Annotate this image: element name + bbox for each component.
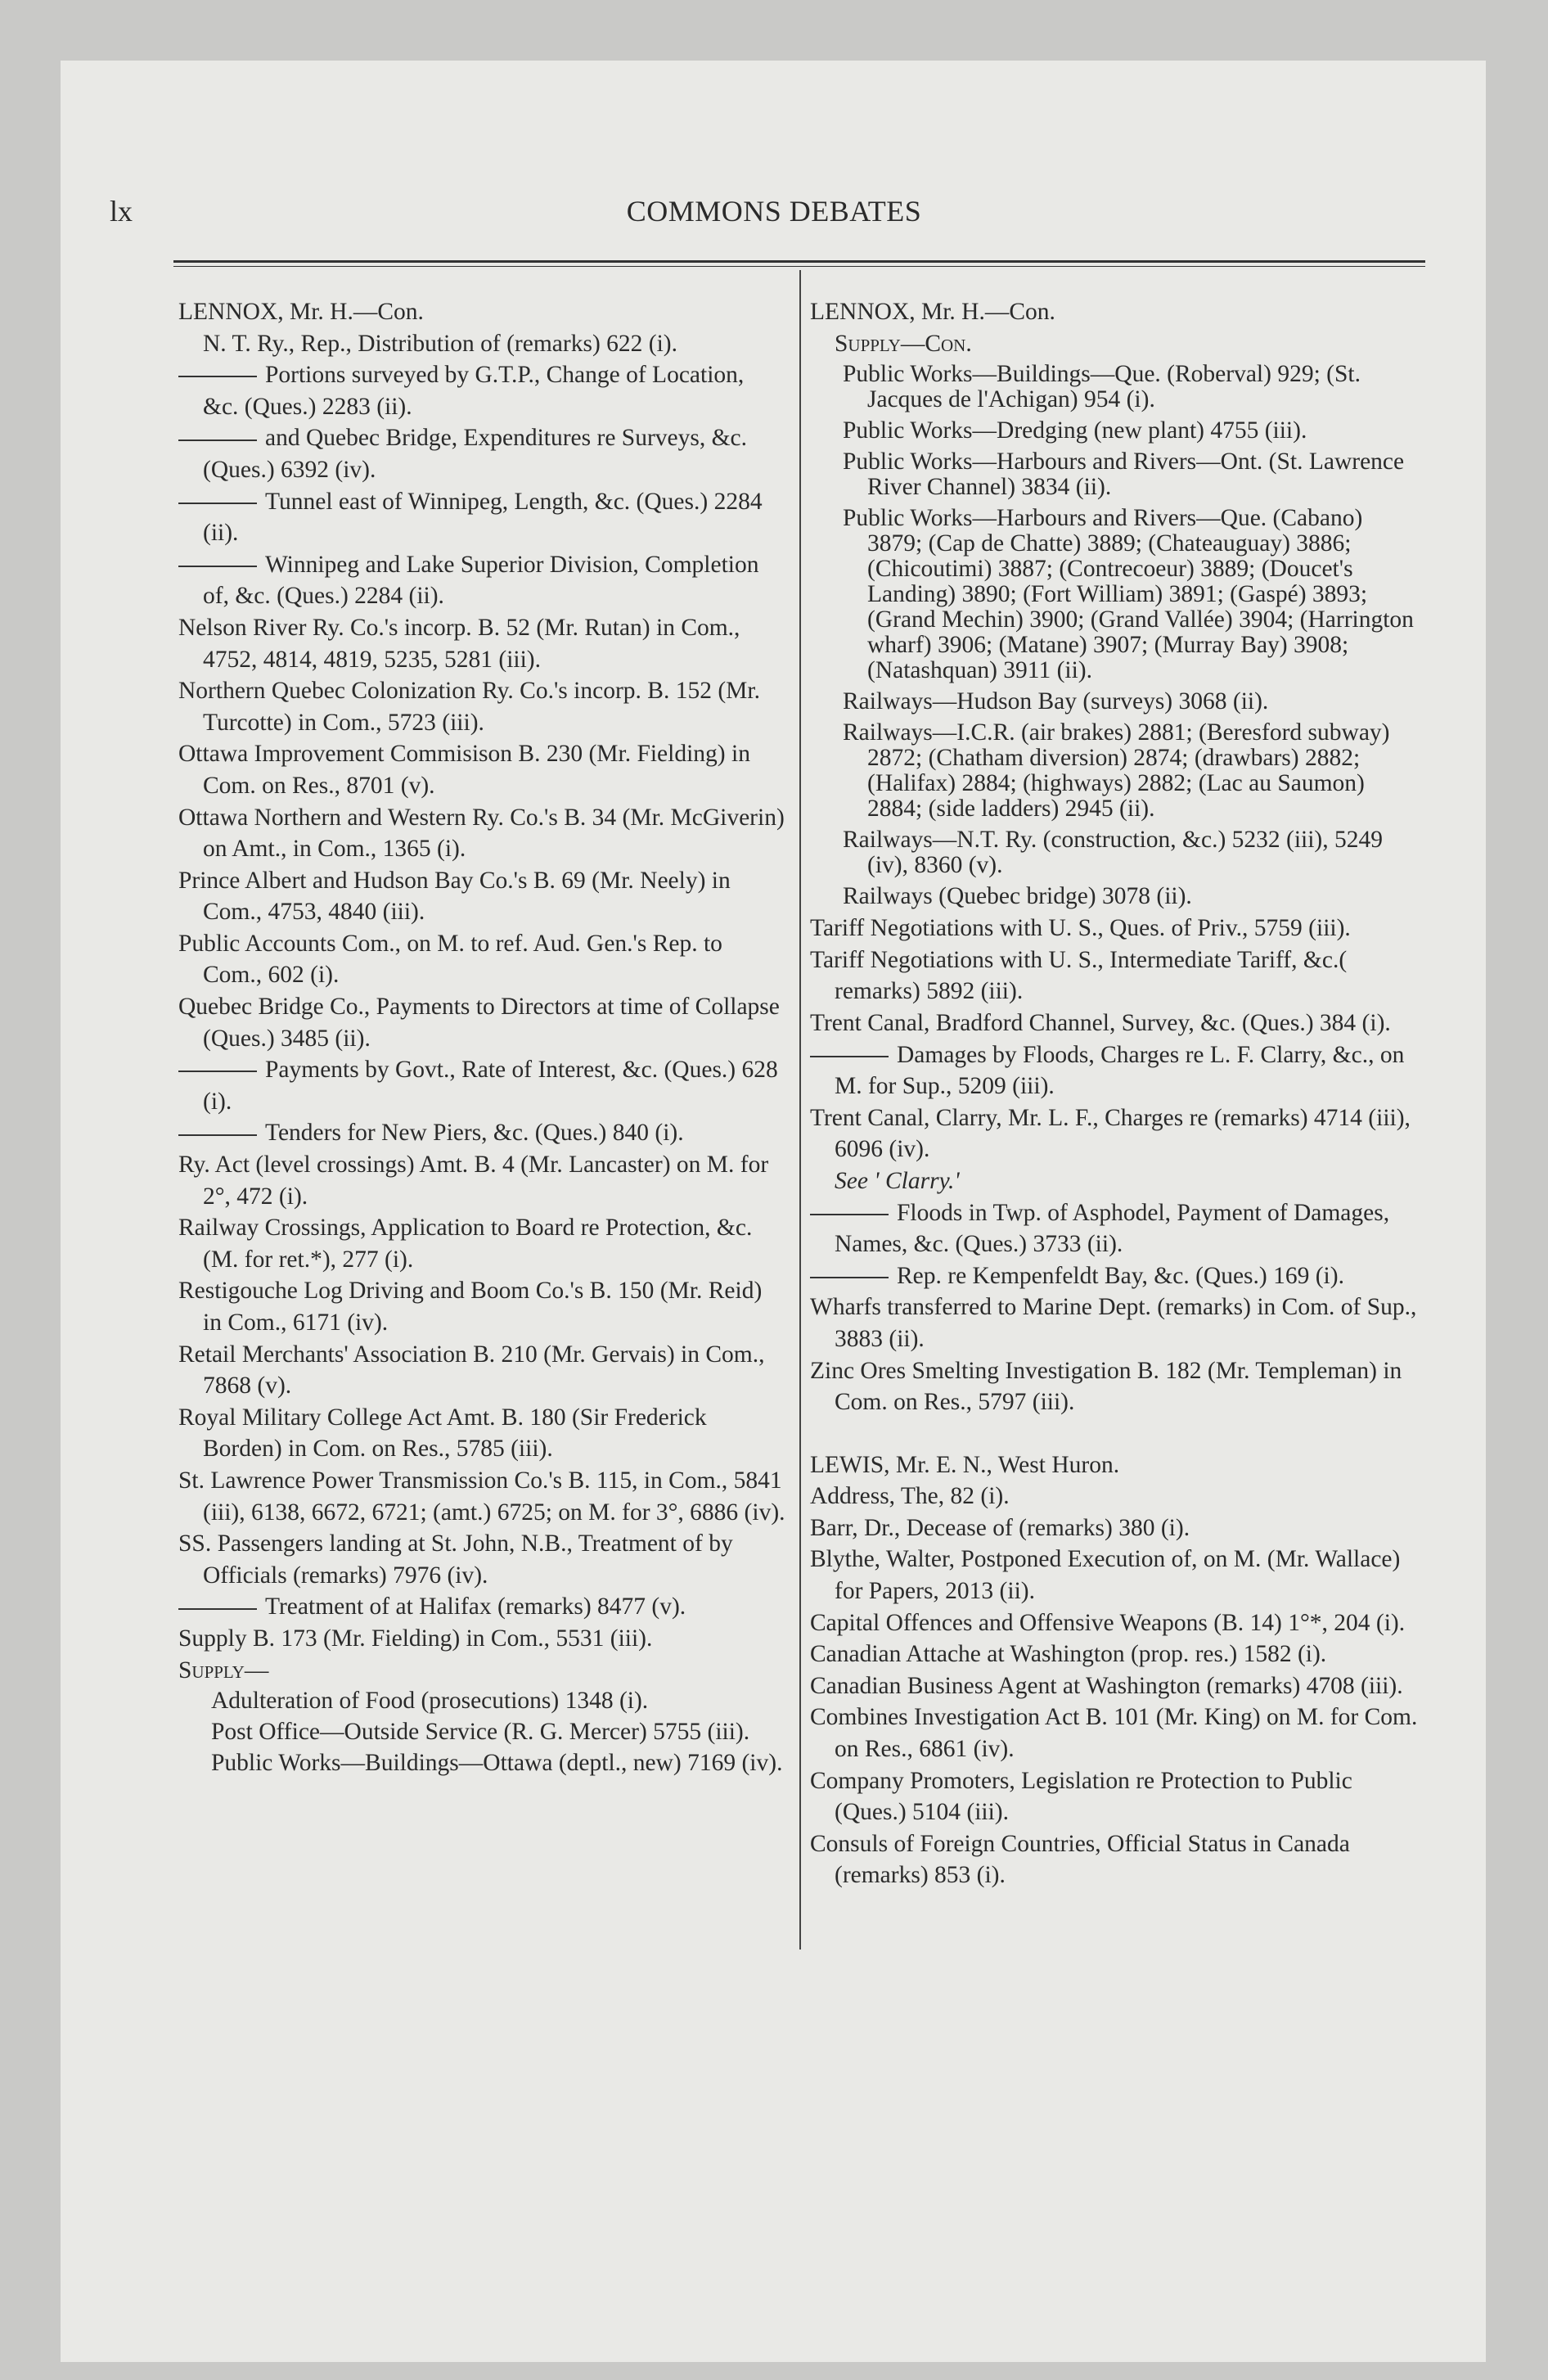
header-rule — [173, 260, 1425, 263]
entry-text: Canadian Attache at Washington (prop. res.) 1582 (i). — [810, 1641, 1327, 1668]
entry-text: Supply— — [178, 1657, 269, 1684]
index-entry — [810, 1765, 1422, 1828]
ditto-dash — [810, 1214, 889, 1215]
index-entry — [178, 1465, 785, 1528]
supply-item — [178, 1686, 785, 1717]
entry-text: Prince Albert and Hudson Bay Co.'s B. 69 (Mr. Neely) in Com., 4753, 4840 (iii). — [178, 867, 731, 926]
supply-item — [178, 1748, 785, 1779]
index-subentry — [178, 328, 785, 360]
member-heading — [810, 1449, 1422, 1481]
supply-item — [810, 687, 1422, 718]
entry-text: SS. Passengers landing at St. John, N.B., Treatment of by Officials (remarks) 7976 (iv). — [178, 1530, 733, 1589]
index-entry — [178, 738, 785, 801]
ditto-dash — [178, 376, 257, 377]
entry-text: Railways—Hudson Bay (surveys) 3068 (ii). — [843, 688, 1269, 715]
entry-text: Winnipeg and Lake Superior Division, Completion of, &c. (Ques.) 2284 (ii). — [203, 551, 759, 610]
index-entry — [810, 1102, 1422, 1165]
index-entry — [178, 549, 785, 612]
entry-text: Public Works—Harbours and Rivers—Ont. (St. Lawrence River Channel) 3834 (ii). — [843, 449, 1405, 501]
entry-text: Adulteration of Food (prosecutions) 1348 (i). — [211, 1688, 649, 1715]
index-entry — [178, 1528, 785, 1591]
entry-text: Public Works—Dredging (new plant) 4755 (iii). — [843, 417, 1307, 444]
entry-text: Portions surveyed by G.T.P., Change of Location, &c. (Ques.) 2283 (ii). — [203, 362, 745, 420]
entry-text: Northern Quebec Colonization Ry. Co.'s incorp. B. 152 (Mr. Turcotte) in Com., 5723 (iii). — [178, 678, 760, 736]
index-entry — [810, 1702, 1422, 1765]
entry-text: Canadian Business Agent at Washington (remarks) 4708 (iii). — [810, 1672, 1403, 1699]
entry-text: Nelson River Ry. Co.'s incorp. B. 52 (Mr. Rutan) in Com., 4752, 4814, 4819, 5235, 5281 (iii). — [178, 614, 740, 673]
index-subentry — [810, 1165, 1422, 1197]
index-entry — [810, 1512, 1422, 1544]
index-entry — [178, 422, 785, 485]
entry-text: Ry. Act (level crossings) Amt. B. 4 (Mr. Lancaster) on M. for 2°, 472 (i). — [178, 1152, 769, 1210]
index-entry — [810, 1481, 1422, 1512]
ditto-dash — [178, 1134, 257, 1136]
supply-item — [810, 825, 1422, 881]
entry-text: Rep. re Kempenfeldt Bay, &c. (Ques.) 169 (i). — [897, 1262, 1344, 1289]
entry-text: Trent Canal, Clarry, Mr. L. F., Charges re (remarks) 4714 (iii), 6096 (iv). — [810, 1104, 1411, 1163]
entry-text: Tariff Negotiations with U. S., Ques. of Priv., 5759 (iii). — [810, 915, 1351, 942]
entry-text: Restigouche Log Driving and Boom Co.'s B. 150 (Mr. Reid) in Com., 6171 (iv). — [178, 1278, 763, 1336]
index-entry — [178, 1117, 785, 1149]
ditto-dash — [178, 503, 257, 504]
index-entry — [810, 1197, 1422, 1260]
ditto-dash — [178, 1608, 257, 1610]
index-entry — [178, 1275, 785, 1338]
index-entry — [178, 1212, 785, 1275]
entry-text: Public Works—Buildings—Ottawa (deptl., new) 7169 (iv). — [211, 1750, 783, 1777]
index-entry — [178, 1402, 785, 1465]
entry-text: Public Works—Harbours and Rivers—Que. (Cabano) 3879; (Cap de Chatte) 3889; (Chateauguay) 3886; (Chicoutimi) 3887; (Contrecoeur) 3889; (Doucet's Landing) 3890; (Fort William) 3891; (Gaspé) 3893; (Grand Mechin) 3900; (Grand Vallée) 3904; (Harrington wharf) 3906; (Matane) 3907; (Murray Bay) 3908; (Natashquan) 3911 (ii). — [843, 505, 1414, 684]
entry-text: Blythe, Walter, Postponed Execution of, on M. (Mr. Wallace) for Papers, 2013 (ii). — [810, 1546, 1401, 1605]
entry-text: Damages by Floods, Charges re L. F. Clarry, &c., on M. for Sup., 5209 (iii). — [835, 1041, 1405, 1100]
index-entry — [810, 1039, 1422, 1102]
entry-text: Trent Canal, Bradford Channel, Survey, &c. (Ques.) 384 (i). — [810, 1009, 1391, 1036]
entry-text: Combines Investigation Act B. 101 (Mr. King) on M. for Com. on Res., 6861 (iv). — [810, 1704, 1418, 1763]
entry-text: Public Accounts Com., on M. to ref. Aud. Gen.'s Rep. to Com., 602 (i). — [178, 930, 722, 989]
entry-text: Zinc Ores Smelting Investigation B. 182 (Mr. Templeman) in Com. on Res., 5797 (iii). — [810, 1357, 1402, 1416]
index-entry — [810, 1291, 1422, 1355]
page-title: COMMONS DEBATES — [626, 195, 922, 228]
entry-text: Consuls of Foreign Countries, Official Status in Canada (remarks) 853 (i). — [810, 1830, 1350, 1889]
entry-text: Capital Offences and Offensive Weapons (B. 14) 1°*, 204 (i). — [810, 1609, 1406, 1636]
entry-text: Retail Merchants' Association B. 210 (Mr. Gervais) in Com., 7868 (v). — [178, 1341, 765, 1400]
left-column — [178, 296, 785, 1779]
index-entry — [178, 1655, 785, 1687]
ditto-dash — [178, 1071, 257, 1072]
entry-text: LENNOX, Mr. H.—Con. — [810, 299, 1055, 325]
entry-text: and Quebec Bridge, Expenditures re Surveys, &c. (Ques.) 6392 (iv). — [203, 425, 748, 483]
section-gap — [810, 1418, 1422, 1449]
entry-text: Public Works—Buildings—Que. (Roberval) 929; (St. Jacques de l'Achigan) 954 (i). — [843, 361, 1361, 413]
entry-text: Barr, Dr., Decease of (remarks) 380 (i). — [810, 1514, 1190, 1541]
entry-text: See ' Clarry.' — [835, 1167, 960, 1194]
entry-text: Company Promoters, Legislation re Protection to Public (Ques.) 5104 (iii). — [810, 1767, 1352, 1826]
supply-item — [810, 447, 1422, 503]
index-entry — [810, 1670, 1422, 1702]
page-number: lx — [110, 195, 133, 228]
index-entry — [178, 1149, 785, 1212]
index-entry — [178, 1054, 785, 1117]
ditto-dash — [178, 439, 257, 441]
index-entry — [178, 1623, 785, 1655]
entry-text: LEWIS, Mr. E. N., West Huron. — [810, 1451, 1120, 1478]
header-rule-thin — [173, 266, 1425, 267]
index-entry — [810, 944, 1422, 1007]
entry-text: Supply B. 173 (Mr. Fielding) in Com., 5531 (iii). — [178, 1625, 653, 1652]
entry-text: N. T. Ry., Rep., Distribution of (remarks) 622 (i). — [203, 330, 677, 357]
index-entry — [178, 486, 785, 549]
index-entry — [178, 865, 785, 928]
entry-text: Ottawa Northern and Western Ry. Co.'s B. 34 (Mr. McGiverin) on Amt., in Com., 1365 (i). — [178, 804, 785, 863]
index-entry — [810, 1544, 1422, 1607]
ditto-dash — [810, 1056, 889, 1057]
supply-item — [810, 881, 1422, 913]
entry-text: Quebec Bridge Co., Payments to Directors at time of Collapse (Ques.) 3485 (ii). — [178, 994, 780, 1052]
index-entry — [178, 359, 785, 422]
entry-text: Payments by Govt., Rate of Interest, &c. (Ques.) 628 (i). — [203, 1057, 778, 1115]
index-entry — [178, 612, 785, 675]
entry-text: Post Office—Outside Service (R. G. Mercer) 5755 (iii). — [211, 1719, 750, 1746]
index-entry — [178, 1339, 785, 1402]
index-entry — [178, 1591, 785, 1623]
member-heading — [178, 296, 785, 328]
index-entry — [810, 913, 1422, 944]
index-entry — [810, 1607, 1422, 1639]
member-heading — [810, 296, 1422, 328]
entry-text: St. Lawrence Power Transmission Co.'s B. 115, in Com., 5841 (iii), 6138, 6672, 6721; (amt.) 6725; on M. for 3°, 6886 (iv). — [178, 1467, 785, 1526]
entry-text: Floods in Twp. of Asphodel, Payment of Damages, Names, &c. (Ques.) 3733 (ii). — [835, 1199, 1390, 1258]
index-entry — [810, 1355, 1422, 1418]
index-entry — [178, 802, 785, 865]
index-entry — [178, 991, 785, 1054]
supply-item — [810, 718, 1422, 825]
entry-text: Railway Crossings, Application to Board re Protection, &c. (M. for ret.*), 277 (i). — [178, 1215, 753, 1273]
index-entry — [810, 1007, 1422, 1039]
entry-text: Wharfs transferred to Marine Dept. (remarks) in Com. of Sup., 3883 (ii). — [810, 1294, 1417, 1352]
entry-text: Railways (Quebec bridge) 3078 (ii). — [843, 883, 1192, 910]
index-entry — [178, 675, 785, 738]
index-entry — [810, 1639, 1422, 1670]
index-entry — [810, 1828, 1422, 1891]
entry-text: Tunnel east of Winnipeg, Length, &c. (Ques.) 2284 (ii). — [203, 488, 763, 547]
entry-text: Tenders for New Piers, &c. (Ques.) 840 (i). — [265, 1120, 684, 1147]
entry-text: Ottawa Improvement Commisison B. 230 (Mr. Fielding) in Com. on Res., 8701 (v). — [178, 741, 750, 799]
supply-item — [810, 359, 1422, 416]
column-divider — [799, 270, 801, 1950]
entry-text: Supply—Con. — [835, 330, 972, 357]
entry-text: Address, The, 82 (i). — [810, 1483, 1010, 1510]
index-entry — [810, 1260, 1422, 1292]
index-entry — [178, 928, 785, 991]
entry-text: Treatment of at Halifax (remarks) 8477 (v). — [265, 1593, 686, 1620]
entry-text: Railways—I.C.R. (air brakes) 2881; (Beresford subway) 2872; (Chatham diversion) 2874; (drawbars) 2882; (Halifax) 2884; (highways) 2882; (Lac au Saumon) 2884; (side ladders) 2945 (ii). — [843, 719, 1390, 823]
supply-item — [810, 503, 1422, 687]
entry-text: Royal Military College Act Amt. B. 180 (Sir Frederick Borden) in Com. on Res., 5785 (iii). — [178, 1404, 707, 1463]
entry-text: Railways—N.T. Ry. (construction, &c.) 5232 (iii), 5249 (iv), 8360 (v). — [843, 827, 1384, 879]
index-subentry — [810, 328, 1422, 360]
right-column — [810, 296, 1422, 1891]
ditto-dash — [178, 566, 257, 567]
supply-item — [178, 1717, 785, 1748]
entry-text: LENNOX, Mr. H.—Con. — [178, 299, 424, 325]
entry-text: Tariff Negotiations with U. S., Intermediate Tariff, &c.( remarks) 5892 (iii). — [810, 946, 1348, 1005]
ditto-dash — [810, 1277, 889, 1278]
supply-item — [810, 416, 1422, 447]
